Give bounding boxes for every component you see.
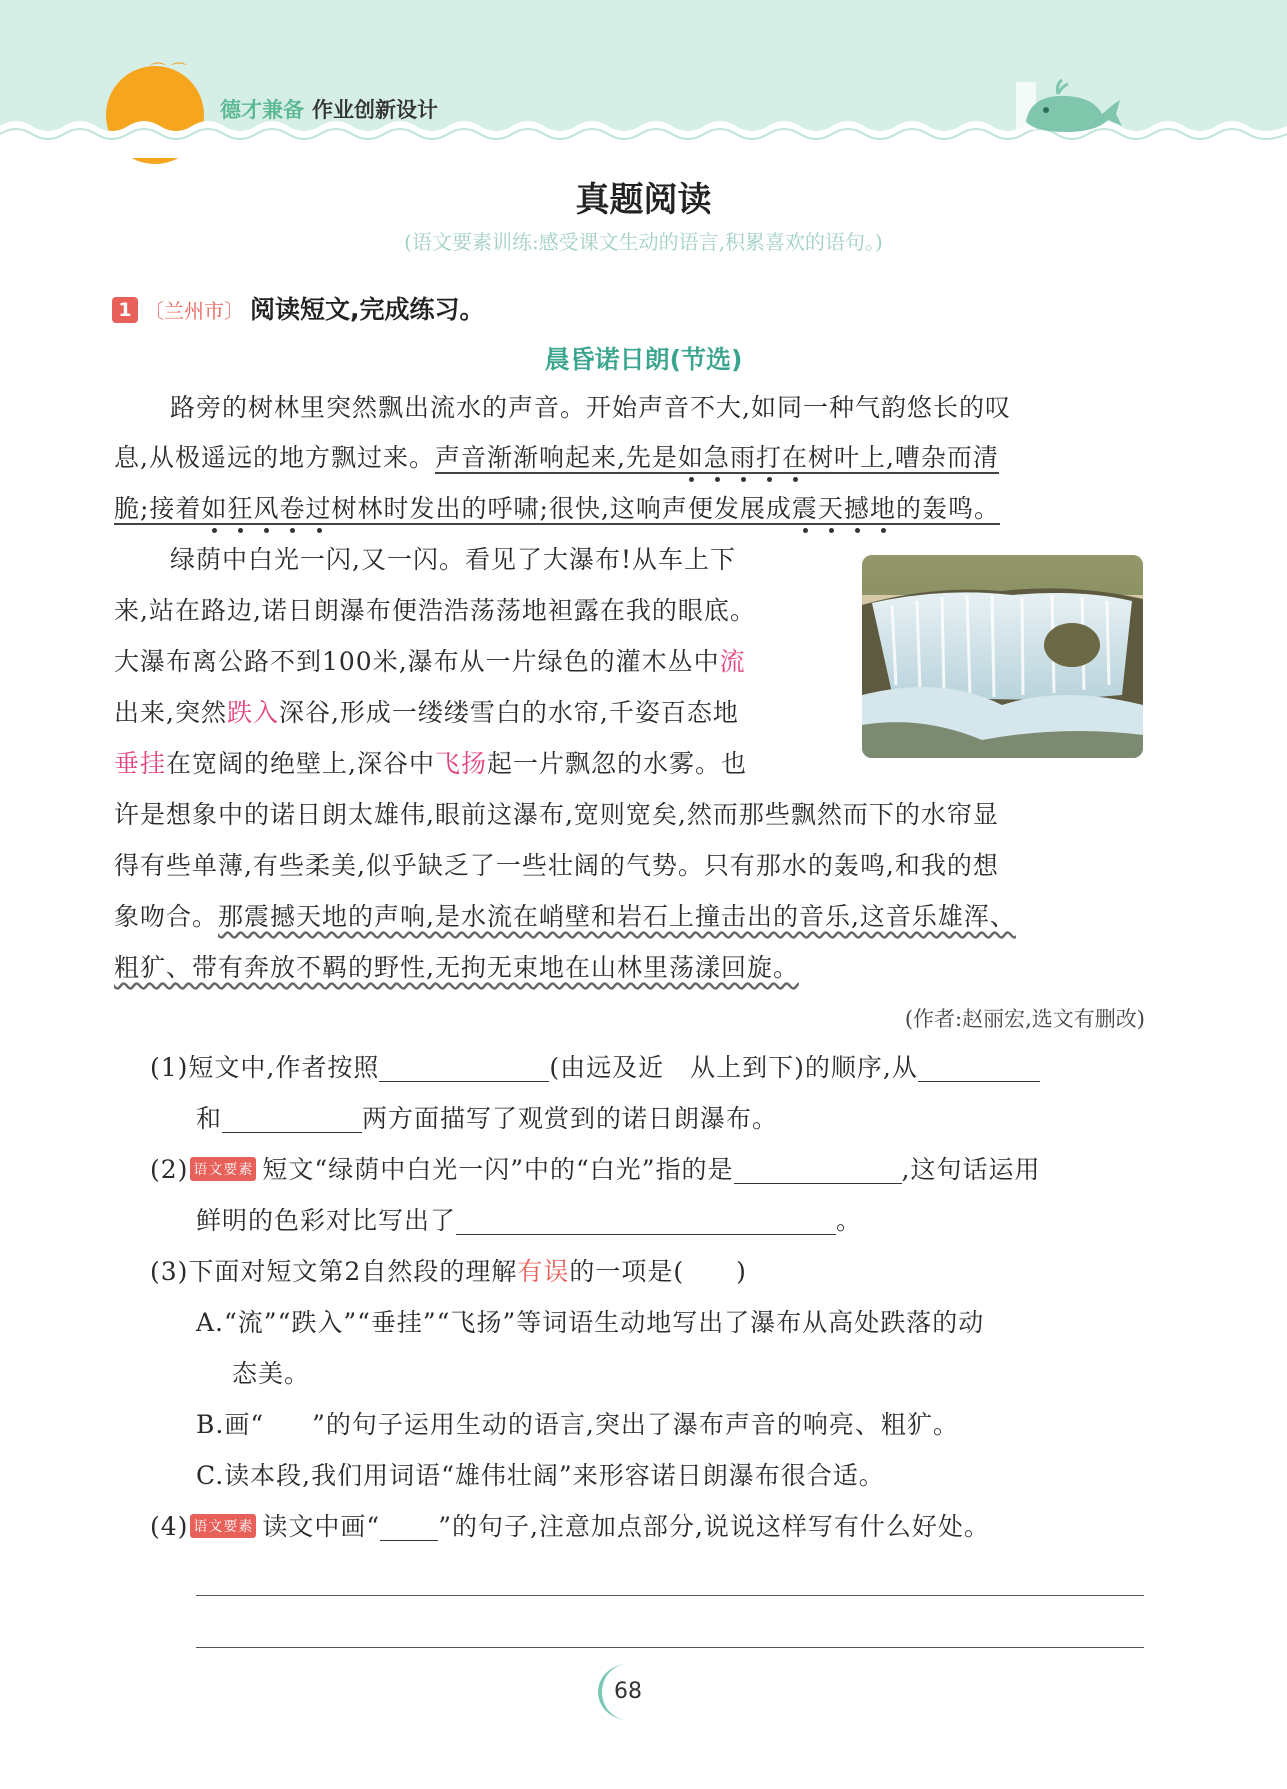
question-4-line xyxy=(150,1507,990,1543)
highlight-word: 垂挂 xyxy=(114,749,167,778)
text-span: ”的句子,注意加点部分,说说这样写有什么好处。 xyxy=(438,1512,990,1541)
text-span: 脆;接着 xyxy=(114,494,202,523)
dotted-emphasis: 震天撼地 xyxy=(791,494,896,523)
text-span: 出来,突然 xyxy=(114,698,227,727)
text-span: (4) xyxy=(150,1512,189,1541)
author-credit: (作者:赵丽宏,选文有删改) xyxy=(904,1007,1145,1031)
page-subtitle: (语文要素训练:感受课文生动的语言,积累喜欢的语句。) xyxy=(404,230,883,254)
text-span: 鲜明的色彩对比写出了 xyxy=(196,1206,457,1235)
text-span: B.画“ xyxy=(196,1410,265,1439)
text-span: 树林时发出的呼啸;很快,这响声便发展成 xyxy=(331,494,792,523)
question-number-badge: 1 xyxy=(112,297,138,323)
text-span: 和 xyxy=(196,1104,223,1133)
text-span: 大瀑布离公路不到100米,瀑布从一片绿色的灌木丛中 xyxy=(114,647,720,676)
answer-line[interactable] xyxy=(196,1595,1144,1596)
text-span: ,这句话运用 xyxy=(901,1155,1041,1184)
question-source: 〔兰州市〕 xyxy=(144,299,244,323)
text-span: (由远及近 从上到下)的顺序,从 xyxy=(549,1053,918,1082)
highlight-word: 飞扬 xyxy=(434,749,487,778)
question-header xyxy=(112,290,485,326)
text-span: 。 xyxy=(836,1206,863,1235)
wavy-underlined-sentence: 粗犷、带有奔放不羁的野性,无拘无束地在山林里荡漾回旋。 xyxy=(114,953,799,982)
question-2-line-1 xyxy=(150,1150,1041,1186)
question-2-line-2 xyxy=(196,1201,862,1237)
text-span: 树叶上,嘈杂而清 xyxy=(807,443,999,472)
question-1-line-2 xyxy=(196,1099,778,1135)
passage-title: 晨昏诺日朗(节选) xyxy=(544,345,743,374)
wavy-underlined-sentence: 那震撼天地的声响,是水流在峭壁和岩石上撞击出的音乐,这音乐雄浑、 xyxy=(218,902,1016,931)
series-title xyxy=(220,94,438,124)
series-subtitle: 作业创新设计 xyxy=(312,98,438,122)
passage-line: 来,站在路边,诺日朗瀑布便浩浩荡荡地袒露在我的眼底。 xyxy=(114,596,756,625)
text-span: 声音渐渐响起来,先是 xyxy=(434,443,678,472)
option-c[interactable]: C.读本段,我们用词语“雄伟壮阔”来形容诺日朗瀑布很合适。 xyxy=(196,1461,885,1490)
dotted-emphasis: 如狂风卷过 xyxy=(201,494,332,523)
wavy-line-sample xyxy=(264,1410,312,1439)
option-a-line-1[interactable]: A.“流”“跌入”“垂挂”“飞扬”等词语生动地写出了瀑布从高处跌落的动 xyxy=(196,1308,985,1337)
text-span: 的一项是( ) xyxy=(569,1257,747,1286)
question-3-line xyxy=(150,1252,747,1288)
option-b[interactable] xyxy=(196,1405,959,1441)
text-span: 读文中画“ xyxy=(262,1512,381,1541)
passage-line xyxy=(114,489,1000,525)
text-span: 两方面描写了观赏到的诺日朗瀑布。 xyxy=(362,1104,779,1133)
highlight-word: 流 xyxy=(719,647,746,676)
text-span: 的轰鸣。 xyxy=(895,494,1000,523)
answer-blank[interactable] xyxy=(222,1108,362,1133)
element-tag: 语文要素 xyxy=(190,1514,256,1538)
underlined-sentence xyxy=(114,494,1000,525)
waterfall-photo xyxy=(862,555,1143,758)
text-span: 短文“绿荫中白光一闪”中的“白光”指的是 xyxy=(262,1155,734,1184)
text-span: (2) xyxy=(150,1155,189,1184)
page-number: 68 xyxy=(614,1679,642,1704)
passage-line xyxy=(114,897,1016,933)
answer-blank[interactable] xyxy=(379,1057,549,1082)
passage-line xyxy=(114,438,999,474)
element-tag: 语文要素 xyxy=(190,1157,256,1181)
text-span: (1)短文中,作者按照 xyxy=(150,1053,380,1082)
text-span: 深谷,形成一缕缕雪白的水帘,千姿百态地 xyxy=(278,698,739,727)
dotted-emphasis: 如急雨打在 xyxy=(677,443,808,472)
passage-line: 得有些单薄,有些柔美,似乎缺乏了一些壮阔的气势。只有那水的轰鸣,和我的想 xyxy=(114,851,999,880)
text-span: 起一片飘忽的水雾。也 xyxy=(486,749,747,778)
passage-line xyxy=(114,693,739,729)
text-span: 在宽阔的绝壁上,深谷中 xyxy=(166,749,435,778)
passage-line: 路旁的树林里突然飘出流水的声音。开始声音不大,如同一种气韵悠长的叹 xyxy=(170,393,1011,422)
text-span: ”的句子运用生动的语言,突出了瀑布声音的响亮、粗犷。 xyxy=(312,1410,959,1439)
passage-line xyxy=(114,642,746,678)
answer-blank[interactable] xyxy=(734,1159,902,1184)
passage-line: 许是想象中的诺日朗太雄伟,眼前这瀑布,宽则宽矣,然而那些飘然而下的水帘显 xyxy=(114,800,999,829)
passage-line xyxy=(114,744,747,780)
answer-blank[interactable] xyxy=(456,1210,836,1235)
answer-line[interactable] xyxy=(196,1647,1144,1648)
answer-blank[interactable] xyxy=(918,1057,1040,1082)
passage-line xyxy=(114,948,799,984)
text-span: (3)下面对短文第2自然段的理解 xyxy=(150,1257,518,1286)
highlight-word: 跌入 xyxy=(226,698,279,727)
page-title: 真题阅读 xyxy=(575,180,712,220)
underlined-sentence xyxy=(435,443,999,474)
highlight-word: 有误 xyxy=(517,1257,570,1286)
text-span: 息,从极遥远的地方飘过来。 xyxy=(114,443,435,472)
passage-line: 绿荫中白光一闪,又一闪。看见了大瀑布!从车上下 xyxy=(170,545,736,574)
text-span: 象吻合。 xyxy=(114,902,219,931)
question-1-line-1 xyxy=(150,1048,1040,1084)
straight-line-sample xyxy=(380,1520,438,1541)
birds-icon: ⌒ ⌒ xyxy=(150,61,188,80)
whale-icon xyxy=(1016,74,1126,134)
question-instruction: 阅读短文,完成练习。 xyxy=(250,295,485,324)
option-a-line-2: 态美。 xyxy=(232,1359,311,1388)
series-name: 德才兼备 xyxy=(220,98,304,122)
